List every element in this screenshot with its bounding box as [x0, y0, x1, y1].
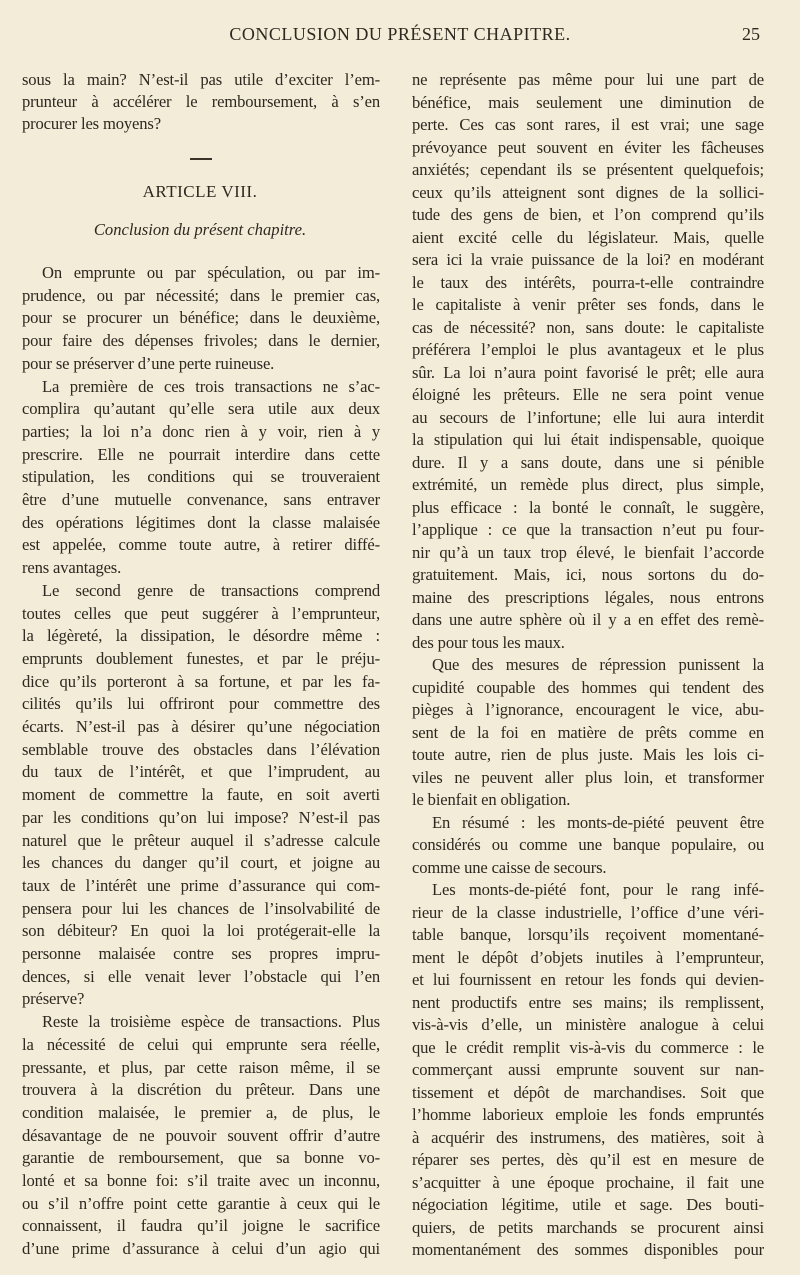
text-line: est appelée, comme toute autre, à retirer diffé-: [22, 535, 380, 555]
text-line: des pour tous les maux.: [412, 632, 565, 652]
text-line: ment le dépôt d’objets inutiles à l’emprunteur,: [412, 947, 764, 967]
text-line: cas de nécessité? non, sans doute: le capitaliste: [412, 317, 764, 337]
running-head: CONCLUSION DU PRÉSENT CHAPITRE.: [229, 24, 571, 44]
text-line: l’applique : ce que la transaction n’eut pu four-: [412, 520, 764, 539]
text-line: dences, si elle venait lever l’obstacle qui l’en: [22, 966, 380, 986]
text-line: préférera l’emploi le plus avantageux et le plus: [412, 340, 764, 359]
text-line: naturel que le prêteur auquel il s’adresse calcule: [22, 830, 380, 850]
text-line: des opérations légitimes dont la classe malaisée: [22, 512, 380, 532]
article-subtitle: Conclusion du présent chapitre.: [93, 220, 307, 239]
text-line: procurer les moyens?: [22, 114, 161, 133]
text-line: gratuitement. Mais, ici, nous sortons du do-: [412, 565, 764, 584]
text-line: pensera pour lui les chances de l’insolvabilité de: [22, 898, 380, 918]
text-line: s’acquitter à une époque prochaine, il fait une: [412, 1172, 764, 1192]
text-line: emprunts doublement funestes, et par le préju-: [22, 648, 380, 668]
text-line: préserve?: [22, 989, 85, 1009]
text-line: d’une prime d’assurance à celui d’un agio qui: [22, 1239, 380, 1259]
text-line: dice qu’ils porteront à sa fortune, et par les fa-: [22, 671, 380, 691]
text-line: plus efficace : la bonté le connaît, le suggère,: [412, 497, 764, 517]
text-line: écarts. N’est-il pas à désirer qu’une négociation: [22, 717, 380, 736]
text-line: bénéfice, mais seulement une diminution de: [412, 92, 764, 112]
text-line: lonté et sa bonne foi: s’il traite avec un inconnu,: [22, 1171, 380, 1190]
text-line: trouvera à la discrétion du prêteur. Dans une: [22, 1080, 380, 1100]
text-line: ne représente pas même pour lui une part de: [412, 70, 764, 89]
text-line: le capitaliste à venir prêter ses fonds, dans le: [412, 295, 764, 314]
text-line: sera ici la vraie puissance de la loi? en modérant: [412, 250, 764, 269]
text-line: pour se procurer un bénéfice; dans le deuxième,: [22, 308, 380, 328]
text-line: extrémité, un remède plus direct, plus simple,: [412, 475, 764, 494]
text-line: éloigné les prêteurs. Elle ne sera point venue: [412, 385, 764, 404]
text-line: du taux de l’intérêt, et que l’imprudent, au: [22, 762, 380, 782]
text-line: rieur de la classe industrielle, l’office d’une véri-: [412, 902, 764, 922]
text-line: complira qu’autant qu’elle sera utile aux deux: [22, 399, 380, 419]
text-line: En résumé : les monts-de-piété peuvent être: [432, 812, 764, 832]
text-line: rens avantages.: [22, 558, 122, 578]
text-line: anxiétés; cependant ils se présentent quelquefois;: [412, 160, 764, 179]
text-line: personne malaisée contre ses propres impru-: [22, 944, 380, 963]
text-line: table banque, lorsqu’ils reçoivent momentané-: [412, 925, 764, 944]
text-line: Le second genre de transactions comprend: [42, 580, 380, 600]
text-line: être d’une mutuelle convenance, sans entraver: [22, 490, 380, 509]
text-line: tude des gens de bien, et l’on comprend qu’ils: [412, 205, 764, 224]
text-line: ou s’il n’offre point cette garantie à ceux qui le: [22, 1193, 380, 1213]
text-line: le taux des intérêts, pourra-t-elle contraindre: [412, 272, 764, 292]
text-line: désavantage de ne pouvoir souvent offrir d’autre: [22, 1125, 380, 1145]
text-line: nir qu’à un taux trop élevé, le bienfait l’accorde: [412, 542, 764, 562]
text-line: prudence, ou par nécessité; dans le premier cas,: [22, 285, 380, 305]
text-line: prévoyance peut souvent en éviter les fâcheuses: [412, 137, 764, 157]
text-line: momentanément des sommes disponibles pour: [412, 1240, 764, 1259]
text-line: la légèreté, la dissipation, le désordre même :: [22, 626, 380, 646]
text-line: les chances du danger qu’il court, et joigne au: [22, 853, 380, 873]
text-line: pour se préserver d’une perte ruineuse.: [22, 353, 275, 373]
text-line: cupidité coupable des hommes qui tendent des: [412, 677, 764, 697]
text-line: connaissent, il faudra qu’il joigne le sacrifice: [22, 1216, 380, 1236]
text-line: vis-à-vis d’elle, un ministère analogue à celui: [412, 1015, 764, 1034]
text-line: maine des prescriptions légales, nous entrons: [412, 587, 764, 607]
text-line: que le crédit remplit vis-à-vis du commerce : le: [412, 1037, 764, 1057]
article-heading: ARTICLE VIII.: [142, 182, 258, 201]
text-line: dans une autre sphère où il y a en effet des remè-: [412, 610, 764, 629]
text-line: et lui fournissent en retour les fonds qui devien-: [412, 970, 764, 989]
text-line: le bienfait en obligation.: [412, 790, 571, 809]
text-line: dure. Il y a sans doute, dans une si pénible: [412, 452, 764, 472]
text-line: toutes celles que peut suggérer à l’emprunteur,: [22, 603, 380, 623]
text-line: stipulation, les conditions qui se trouveraient: [22, 467, 380, 487]
text-line: pressante, et plus, par cette raison même, il se: [22, 1057, 380, 1077]
text-line: prescrire. Elle ne pourrait interdire dans cette: [22, 444, 380, 464]
text-line: pour faire des dépenses frivoles; dans le dernier,: [22, 331, 380, 351]
text-line: considérés ou comme une banque populaire, ou: [412, 835, 764, 854]
text-line: moment de commettre la faute, en soit averti: [22, 785, 380, 805]
text-line: négociation légitime, utile et sage. Des bouti-: [412, 1195, 764, 1214]
text-line: pièges à l’ignorance, encouragent le vice, abu-: [412, 700, 764, 719]
text-line: Reste la troisième espèce de transactions. Plus: [42, 1012, 380, 1032]
text-line: comme une caisse de secours.: [412, 857, 607, 877]
text-line: tissement et dépôt de marchandises. Soit que: [412, 1082, 764, 1102]
section-rule: [190, 158, 212, 160]
page-number: 25: [742, 24, 760, 44]
text-line: sent de la foi en matière de prêts comme en: [412, 722, 764, 742]
text-line: ceux qu’ils atteignent sont dignes de la sollici-: [412, 182, 764, 202]
text-line: sous la main? N’est-il pas utile d’exciter l’em-: [22, 70, 380, 89]
text-line: prunteur à accélérer le remboursement, à s’en: [22, 92, 380, 111]
text-line: taux de l’intérêt une prime d’assurance qui com-: [22, 875, 380, 895]
text-line: la nécessité de celui qui emprunte sera réelle,: [22, 1034, 380, 1054]
text-line: l’homme laborieux emploie les fonds empruntés: [412, 1105, 764, 1124]
text-line: par les conditions qu’on lui impose? N’est-il pas: [22, 807, 380, 827]
text-line: au secours de l’infortune; elle lui aura interdit: [412, 407, 764, 427]
text-line: nent productifs entre ses mains; ils remplissent,: [412, 992, 764, 1012]
text-line: cilités qu’ils lui offriront pour commettre des: [22, 694, 380, 714]
text-line: perte. Ces cas sont rares, il est vrai; une sage: [412, 115, 764, 134]
text-line: Les monts-de-piété font, pour le rang infé-: [432, 880, 764, 899]
text-line: parties; la loi n’a donc rien à y voir, rien à y: [22, 421, 380, 441]
text-line: On emprunte ou par spéculation, ou par im-: [42, 263, 380, 282]
text-line: réparer ses pertes, dès qu’il est en mesure de: [412, 1150, 764, 1169]
text-line: sûr. La loi n’aura point favorisé le prêt; elle aura: [412, 362, 764, 382]
text-line: toute autre, rien de plus juste. Mais les lois ci-: [412, 745, 764, 764]
text-line: aient excité celle du législateur. Mais, quelle: [412, 227, 764, 247]
text-line: condition malaisée, le premier a, de plus, le: [22, 1102, 380, 1122]
text-line: commerçant aussi emprunte souvent sur nan-: [412, 1060, 764, 1079]
text-line: la stipulation qui lui était indispensable, quoique: [412, 430, 764, 449]
text-line: semblable trouve des obstacles dans l’élévation: [22, 739, 380, 759]
text-line: Que des mesures de répression punissent la: [432, 655, 764, 674]
text-line: à acquérir des instrumens, des matières, soit à: [412, 1127, 764, 1147]
text-line: son débiteur? En quoi la loi protégerait-elle la: [22, 921, 380, 941]
text-line: quiers, de petits marchands se procurent ainsi: [412, 1217, 764, 1237]
text-line: viles ne peuvent aller plus loin, et transformer: [412, 767, 764, 787]
text-line: La première de ces trois transactions ne s’ac-: [42, 376, 380, 396]
text-line: garantie de remboursement, que sa bonne vo-: [22, 1148, 380, 1168]
